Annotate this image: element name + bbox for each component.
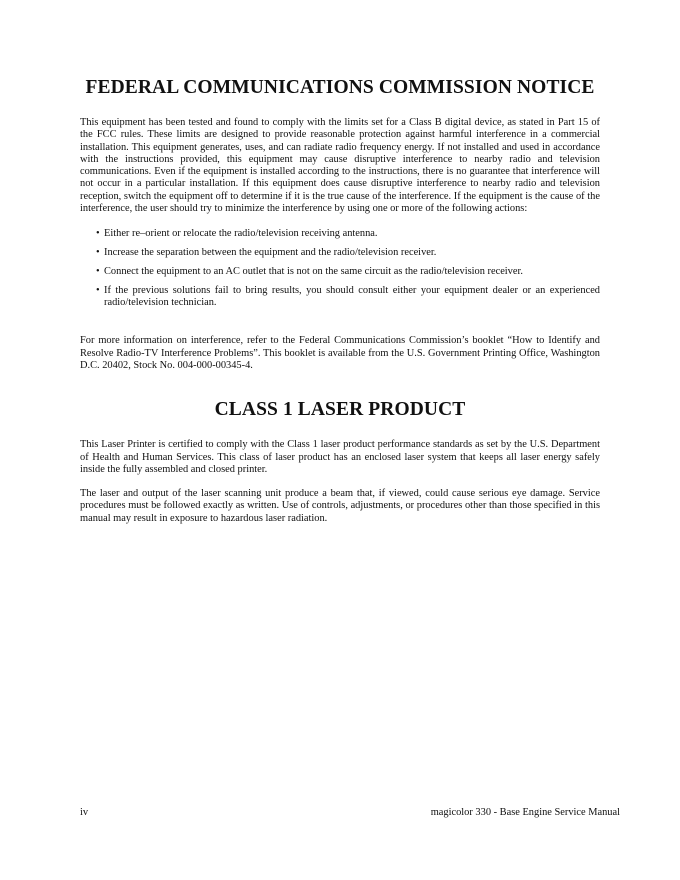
list-item-text: If the previous solutions fail to bring results, you should consult either your equipment dealer or an experienced radio/television technician. xyxy=(104,284,600,309)
bullet-icon: • xyxy=(96,284,100,296)
list-item-text: Increase the separation between the equipment and the radio/television receiver. xyxy=(104,247,437,259)
list-item-text: Connect the equipment to an AC outlet that is not on the same circuit as the radio/television receiver. xyxy=(104,265,523,277)
page-number: iv xyxy=(80,807,89,818)
fcc-more-info-paragraph: For more information on interference, refer to the Federal Communications Commission’s booklet “How to Identify and Resolve Radio-TV Interference Problems”. This booklet is available from the U.S. Government Printing Office, Washington D.C. 20402, Stock No. 004-000-00345-4. xyxy=(80,335,600,371)
fcc-paragraph: This equipment has been tested and found to comply with the limits set for a Class B digital device, as stated in Part 15 of the FCC rules. These limits are designed to provide reasonable protection against harmful interference in a commercial installation. This equipment generates, uses, and can radiate radio frequency energy. If not installed and used in accordance with the instructions provided, this equipment may cause disruptive interference to nearby radio and television communications. Even if the equipment is installed according to the instructions, there is no guarantee that interference will not occur in a particular installation. If this equipment does cause disruptive interference to nearby radio and television reception, switch the equipment off to determine if it is the true cause of the interference. If the equipment is the cause of the interference, the user should try to minimize the interference by using one or more of the following actions: xyxy=(80,117,600,215)
list-item xyxy=(80,266,600,278)
page-content xyxy=(80,76,600,525)
bullet-icon: • xyxy=(96,265,100,277)
manual-title: magicolor 330 - Base Engine Service Manual xyxy=(430,807,620,818)
fcc-notice-heading: FEDERAL COMMUNICATIONS COMMISSION NOTICE xyxy=(85,77,595,98)
laser-warning-paragraph: The laser and output of the laser scanning unit produce a beam that, if viewed, could cause serious eye damage. Service procedures must be followed exactly as written. Use of controls, adjustments, or procedures other than those specified in this manual may result in exposure to hazardous laser radiation. xyxy=(80,488,600,524)
list-item xyxy=(80,285,600,310)
bullet-icon: • xyxy=(96,247,100,259)
laser-product-heading: CLASS 1 LASER PRODUCT xyxy=(214,399,466,421)
list-item xyxy=(80,228,600,240)
fcc-actions-list xyxy=(80,228,600,309)
list-item-text: Either re–orient or relocate the radio/television receiving antenna. xyxy=(104,228,378,240)
bullet-icon: • xyxy=(96,228,100,240)
laser-certification-paragraph: This Laser Printer is certified to comply with the Class 1 laser product performance standards as set by the U.S. Department of Health and Human Services. This class of laser product has an enclosed laser system that keeps all laser energy safely inside the fully assembled and closed printer. xyxy=(80,439,600,475)
list-item xyxy=(80,247,600,259)
